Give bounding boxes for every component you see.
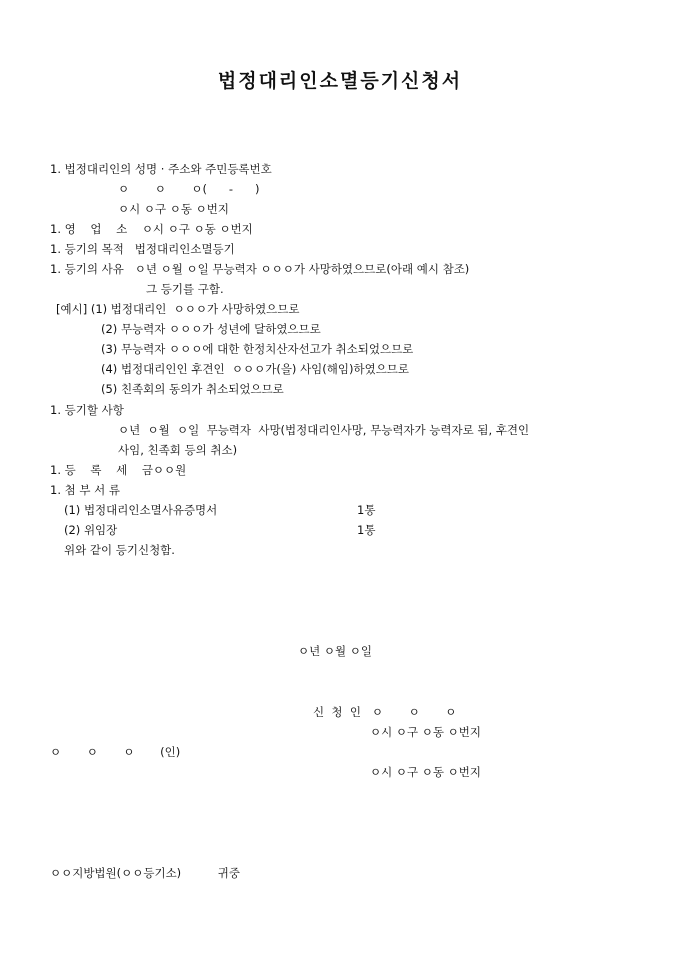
section-3-label: 1. 등기의 목적 법정대리인소멸등기	[50, 242, 235, 256]
section-4-label: 1. 등기의 사유 ㅇ년 ㅇ월 ㅇ일 무능력자 ㅇㅇㅇ가 사망하였으므로(아래 예시 참조)	[50, 262, 470, 276]
section-5-line-1: ㅇ년 ㅇ월 ㅇ일 무능력자 사망(법정대리인사망, 무능력자가 능력자로 됨, 후견인	[118, 423, 530, 437]
section-7-label: 1. 첨 부 서 류	[50, 483, 121, 497]
example-item: (2) 무능력자 ㅇㅇㅇ가 성년에 달하였으므로	[101, 322, 321, 336]
example-item: (4) 법정대리인인 후견인 ㅇㅇㅇ가(을) 사임(해임)하였으므로	[101, 362, 410, 376]
applicant-address: ㅇ시 ㅇ구 ㅇ동 ㅇ번지	[370, 725, 481, 739]
example-item: [예시] (1) 법정대리인 ㅇㅇㅇ가 사망하였으므로	[56, 302, 300, 316]
section-1-label: 1. 법정대리인의 성명 · 주소와 주민등록번호	[50, 162, 272, 176]
section-1-address-line: ㅇ시 ㅇ구 ㅇ동 ㅇ번지	[118, 202, 229, 216]
attachment-count: 1통	[357, 523, 376, 537]
example-item: (5) 친족회의 동의가 취소되었으므로	[101, 382, 284, 396]
court-recipient: ㅇㅇ지방법원(ㅇㅇ등기소) 귀중	[50, 866, 240, 880]
attachment-name: (1) 법정대리인소멸사유증명서	[64, 503, 218, 517]
section-4-continuation: 그 등기를 구함.	[146, 282, 224, 296]
agent-address: ㅇ시 ㅇ구 ㅇ동 ㅇ번지	[370, 765, 481, 779]
section-6-label: 1. 등 록 세 금ㅇㅇ원	[50, 463, 187, 477]
attachment-name: (2) 위임장	[64, 523, 118, 537]
section-1-name-line: ㅇ ㅇ ㅇ( - )	[118, 182, 260, 196]
section-5-label: 1. 등기할 사항	[50, 403, 124, 417]
document-title: 법정대리인소멸등기신청서	[217, 70, 463, 92]
section-5-line-2: 사임, 친족회 등의 취소)	[118, 443, 238, 457]
section-2-label: 1. 영 업 소 ㅇ시 ㅇ구 ㅇ동 ㅇ번지	[50, 222, 253, 236]
attachment-count: 1통	[357, 503, 376, 517]
agent-name-line: ㅇ ㅇ ㅇ (인)	[50, 745, 181, 759]
example-item: (3) 무능력자 ㅇㅇㅇ에 대한 한정치산자선고가 취소되었으므로	[101, 342, 414, 356]
closing-statement: 위와 같이 등기신청함.	[64, 543, 175, 557]
application-date: ㅇ년 ㅇ월 ㅇ일	[298, 644, 372, 658]
applicant-label: 신 청 인 ㅇ ㅇ ㅇ	[313, 705, 457, 719]
